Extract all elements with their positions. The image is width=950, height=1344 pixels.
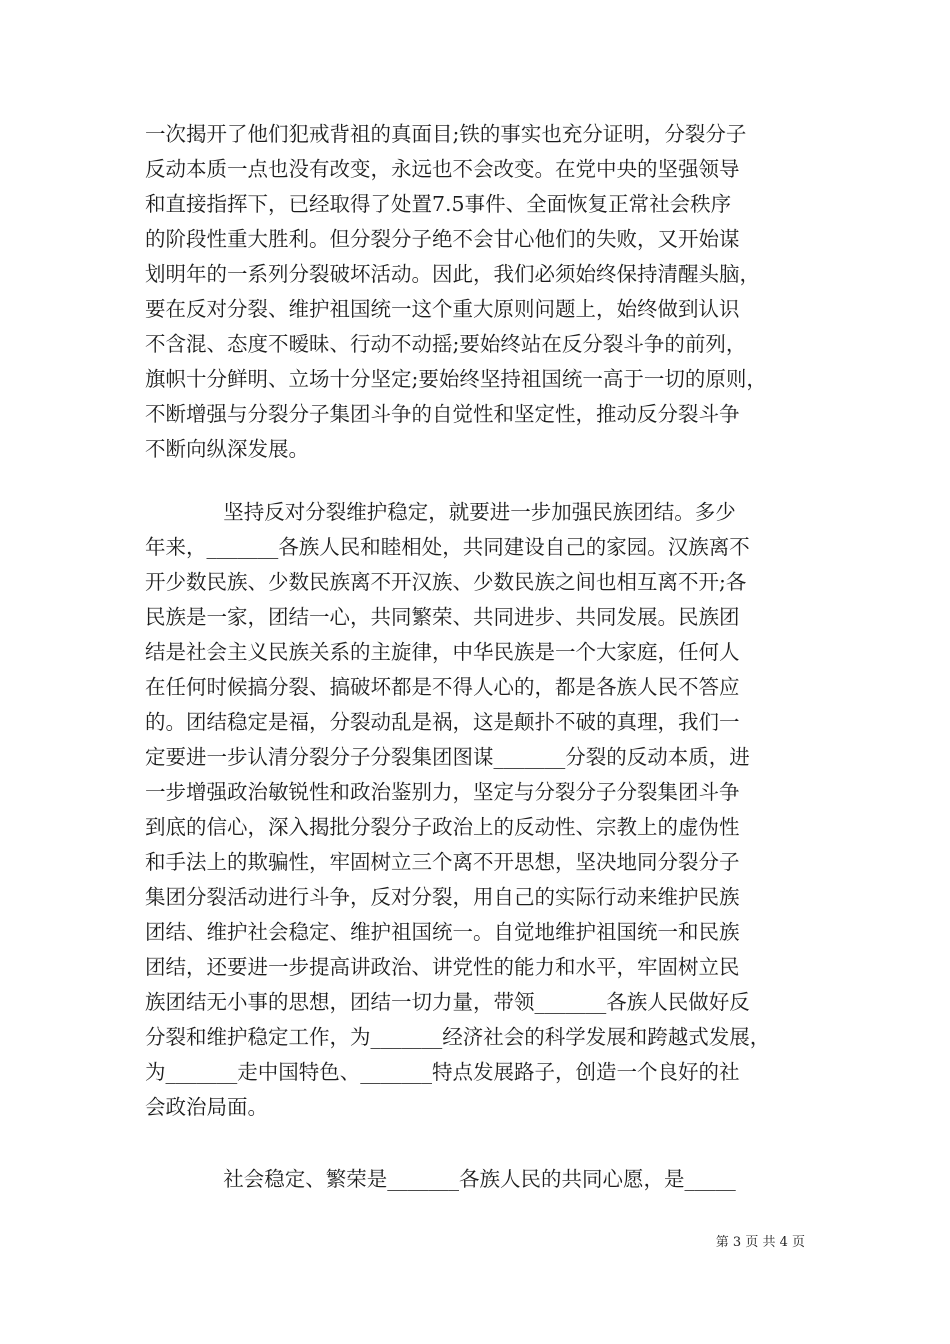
text-line: 会政治局面。 [145,1095,268,1119]
text-line: 要在反对分裂、维护祖国统一这个重大原则问题上，始终做到认识 [145,297,740,321]
text-line: 为_______走中国特色、_______特点发展路子，创造一个良好的社 [145,1060,740,1084]
text-line: 社会稳定、繁荣是_______各族人民的共同心愿，是_____ [145,1167,736,1191]
text-line: 的阶段性重大胜利。但分裂分子绝不会甘心他们的失败，又开始谋 [145,227,740,251]
text-line: 一次揭开了他们犯戒背祖的真面目;铁的事实也充分证明，分裂分子 [145,122,747,146]
text-line: 的。团结稳定是福，分裂动乱是祸，这是颠扑不破的真理，我们一 [145,710,740,734]
text-line: 定要进一步认清分裂分子分裂集团图谋_______分裂的反动本质，进 [145,745,750,769]
text-line: 不断增强与分裂分子集团斗争的自觉性和坚定性，推动反分裂斗争 [145,402,740,426]
text-line: 结是社会主义民族关系的主旋律，中华民族是一个大家庭，任何人 [145,640,740,664]
text-line: 开少数民族、少数民族离不开汉族、少数民族之间也相互离不开;各 [145,570,747,594]
text-line: 旗帜十分鲜明、立场十分坚定;要始终坚持祖国统一高于一切的原则， [145,367,767,391]
text-line: 在任何时候搞分裂、搞破坏都是不得人心的，都是各族人民不答应 [145,675,740,699]
text-line: 年来，_______各族人民和睦相处，共同建设自己的家园。汉族离不 [145,535,750,559]
text-line: 一步增强政治敏锐性和政治鉴别力，坚定与分裂分子分裂集团斗争 [145,780,740,804]
text-line: 和直接指挥下，已经取得了处置7.5事件、全面恢复正常社会秩序 [145,192,732,216]
text-line: 不断向纵深发展。 [145,437,309,461]
paragraph-3 [145,1162,820,1197]
text-line: 分裂和维护稳定工作，为_______经济社会的科学发展和跨越式发展， [145,1025,771,1049]
text-line: 到底的信心，深入揭批分裂分子政治上的反动性、宗教上的虚伪性 [145,815,740,839]
text-line: 团结，还要进一步提高讲政治、讲党性的能力和水平，牢固树立民 [145,955,740,979]
text-line: 反动本质一点也没有改变，永远也不会改变。在党中央的坚强领导 [145,157,740,181]
text-line: 和手法上的欺骗性，牢固树立三个离不开思想，坚决地同分裂分子 [145,850,740,874]
text-line: 划明年的一系列分裂破坏活动。因此，我们必须始终保持清醒头脑， [145,262,760,286]
text-line: 族团结无小事的思想，团结一切力量，带领_______各族人民做好反 [145,990,750,1014]
text-line: 民族是一家，团结一心，共同繁荣、共同进步、共同发展。民族团 [145,605,740,629]
paragraph-1 [145,117,820,467]
page-number: 第 3 页 共 4 页 [715,1235,805,1250]
text-line: 团结、维护社会稳定、维护祖国统一。自觉地维护祖国统一和民族 [145,920,740,944]
text-line: 不含混、态度不暧昧、行动不动摇;要始终站在反分裂斗争的前列， [145,332,747,356]
text-line: 坚持反对分裂维护稳定，就要进一步加强民族团结。多少 [145,500,736,524]
paragraph-2 [145,495,820,1125]
text-line: 集团分裂活动进行斗争，反对分裂，用自己的实际行动来维护民族 [145,885,740,909]
